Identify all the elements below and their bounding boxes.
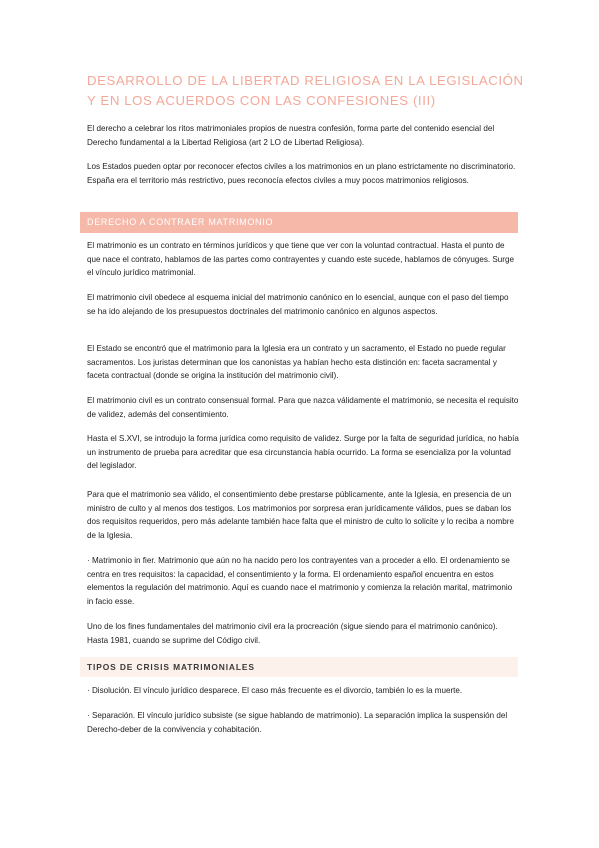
paragraph-consensual: El matrimonio civil es un contrato consensual formal. Para que nazca válidamente el matrimonio, se necesita el requisito de validez, además del consentimiento. <box>87 396 519 419</box>
section-heading-derecho: DERECHO A CONTRAER MATRIMONIO <box>87 217 274 227</box>
paragraph-procreacion: Uno de los fines fundamentales del matrimonio civil era la procreación (sigue siendo para el matrimonio canónico). Hasta 1981, cuando se suprime del Código civil. <box>87 622 498 645</box>
paragraph-forma-juridica: Hasta el S.XVI, se introdujo la forma jurídica como requisito de validez. Surge por la falta de seguridad jurídica, no había un instrumento de prueba para acreditar que esa circunstancia había ocurrido. La forma se esencializa por la voluntad del legislador. <box>87 434 519 471</box>
paragraph-separacion: · Separación. El vínculo jurídico subsiste (se sigue hablando de matrimonio). La separación implica la suspensión del Derecho-deber de la convivencia y cohabitación. <box>87 711 508 734</box>
paragraph-validez: Para que el matrimonio sea válido, el consentimiento debe prestarse públicamente, ante la Iglesia, en presencia de un ministro de culto y al menos dos testigos. Los matrimonios por sorpresa eran jurídicamente válidos, pues se daban los dos requisitos requeridos, pero más adelante también hace falta que el ministro de culto lo solicite y lo reciba a nombre de la Iglesia. <box>87 490 514 541</box>
paragraph-in-fier: · Matrimonio in fier. Matrimonio que aún no ha nacido pero los contrayentes van a proceder a ello. El ordenamiento se centra en tres requisitos: la capacidad, el consentimiento y la forma. El ordenamiento español encuentra en estos elementos la regulación del matrimonio. Aquí es cuando nace el matrimonio y comienza la relación marital, matrimonio in facio esse. <box>87 556 513 607</box>
section-heading-crisis: TIPOS DE CRISIS MATRIMONIALES <box>87 662 255 672</box>
intro-paragraph-2: Los Estados pueden optar por reconocer efectos civiles a los matrimonios en un plano estrictamente no discriminatorio. España era el territorio más restrictivo, pues reconocía efectos civiles a muy pocos matrimonios religiosos. <box>87 162 516 185</box>
paragraph-disolucion: · Disolución. El vínculo jurídico desparece. El caso más frecuente es el divorcio, también lo es la muerte. <box>87 686 463 695</box>
paragraph-contrato: El matrimonio es un contrato en términos jurídicos y que tiene que ver con la voluntad contractual. Hasta el punto de que nace el contrato, hablamos de las partes como contrayentes y cuando este sucede, hablamos de cónyuges. Surge el vínculo jurídico matrimonial. <box>87 241 514 278</box>
intro-paragraph-1: El derecho a celebrar los ritos matrimoniales propios de nuestra confesión, forma parte del contenido esencial del Derecho fundamental a la Libertad Religiosa (art 2 LO de Libertad Religiosa). <box>87 124 495 147</box>
paragraph-matrimonio-civil: El matrimonio civil obedece al esquema inicial del matrimonio canónico en lo esencial, aunque con el paso del tiempo se ha ido alejando de los presupuestos doctrinales del matrimonio canónico en algunos aspectos. <box>87 293 509 316</box>
document-title: DESARROLLO DE LA LIBERTAD RELIGIOSA EN LA LEGISLACIÓN Y EN LOS ACUERDOS CON LAS CONFESIONES (III) <box>87 73 524 108</box>
paragraph-sacramento: El Estado se encontró que el matrimonio para la Iglesia era un contrato y un sacramento, el Estado no puede regular sacramentos. Los juristas determinan que los canonistas ya habían hecho esta distinción en: faceta sacramental y faceta contractual (donde se origina la institución del matrimonio civil). <box>87 344 506 381</box>
